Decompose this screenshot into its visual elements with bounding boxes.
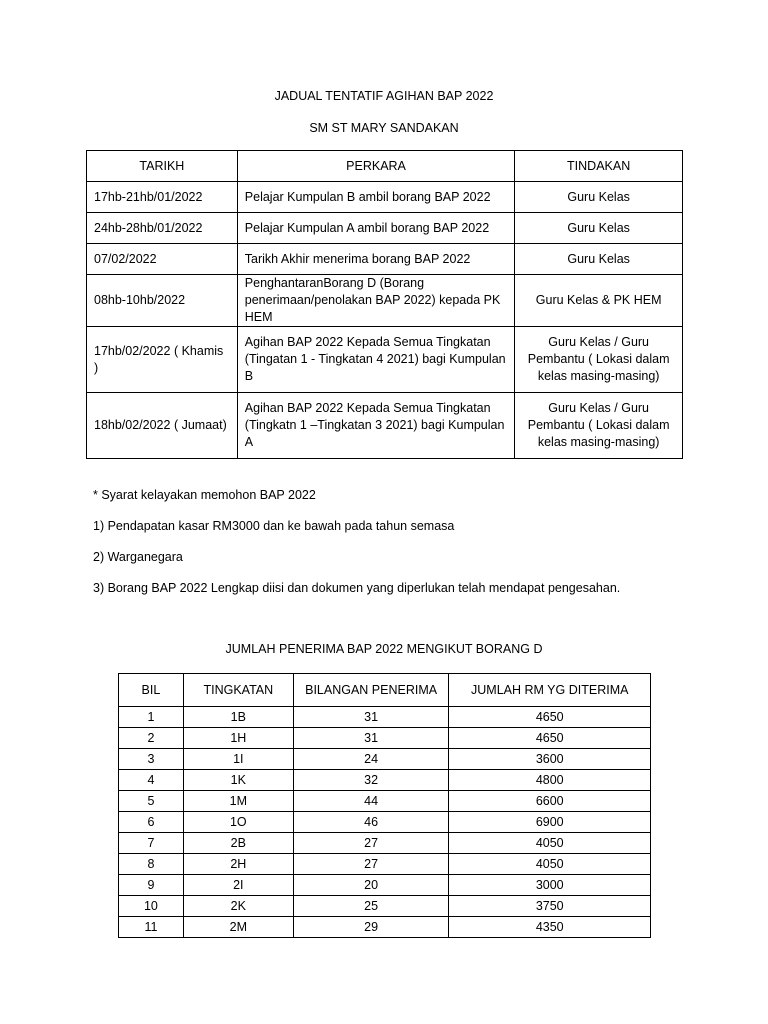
recipients-header-bilangan: BILANGAN PENERIMA [293, 674, 449, 707]
schedule-date: 24hb-28hb/01/2022 [87, 213, 238, 244]
recipients-bilangan: 27 [293, 854, 449, 875]
schedule-action: Guru Kelas & PK HEM [515, 275, 683, 327]
recipients-jumlah: 4050 [449, 833, 651, 854]
recipients-bilangan: 25 [293, 896, 449, 917]
schedule-row [87, 244, 683, 275]
schedule-header-item: PERKARA [237, 151, 515, 182]
schedule-item: PenghantaranBorang D (Borang penerimaan/penolakan BAP 2022) kepada PK HEM [237, 275, 515, 327]
recipients-bilangan: 27 [293, 833, 449, 854]
schedule-action: Guru Kelas [515, 182, 683, 213]
schedule-header-row [87, 151, 683, 182]
recipients-jumlah: 6600 [449, 791, 651, 812]
schedule-action: Guru Kelas [515, 244, 683, 275]
schedule-table [86, 150, 683, 459]
schedule-date: 07/02/2022 [87, 244, 238, 275]
schedule-date: 18hb/02/2022 ( Jumaat) [87, 393, 238, 459]
recipients-bil: 2 [119, 728, 184, 749]
recipients-bilangan: 29 [293, 917, 449, 938]
schedule-item: Pelajar Kumpulan B ambil borang BAP 2022 [237, 182, 515, 213]
recipients-bil: 10 [119, 896, 184, 917]
schedule-item: Agihan BAP 2022 Kepada Semua Tingkatan (Tingkatn 1 –Tingkatan 3 2021) bagi Kumpulan A [237, 393, 515, 459]
recipients-jumlah: 4650 [449, 707, 651, 728]
table-row [119, 917, 651, 938]
recipients-table [118, 673, 651, 938]
recipients-header-row [119, 674, 651, 707]
table-row [119, 770, 651, 791]
recipients-tingkatan: 1K [183, 770, 293, 791]
recipients-bilangan: 24 [293, 749, 449, 770]
schedule-header-action: TINDAKAN [515, 151, 683, 182]
recipients-tingkatan: 2I [183, 875, 293, 896]
table-row [119, 854, 651, 875]
eligibility-heading: * Syarat kelayakan memohon BAP 2022 [93, 488, 316, 502]
eligibility-item: 2) Warganegara [93, 550, 183, 564]
recipients-header-tingkatan: TINGKATAN [183, 674, 293, 707]
schedule-row [87, 275, 683, 327]
recipients-bilangan: 20 [293, 875, 449, 896]
table-row [119, 896, 651, 917]
recipients-bilangan: 31 [293, 728, 449, 749]
recipients-jumlah: 4350 [449, 917, 651, 938]
recipients-jumlah: 4800 [449, 770, 651, 791]
recipients-jumlah: 3600 [449, 749, 651, 770]
schedule-item: Tarikh Akhir menerima borang BAP 2022 [237, 244, 515, 275]
eligibility-item: 3) Borang BAP 2022 Lengkap diisi dan dokumen yang diperlukan telah mendapat pengesahan. [93, 581, 621, 595]
recipients-bil: 11 [119, 917, 184, 938]
schedule-date: 17hb-21hb/01/2022 [87, 182, 238, 213]
schedule-row [87, 213, 683, 244]
recipients-bil: 3 [119, 749, 184, 770]
schedule-row [87, 393, 683, 459]
table-row [119, 728, 651, 749]
recipients-tingkatan: 1M [183, 791, 293, 812]
table-row [119, 875, 651, 896]
recipients-tingkatan: 2H [183, 854, 293, 875]
recipients-tingkatan: 2M [183, 917, 293, 938]
schedule-item: Pelajar Kumpulan A ambil borang BAP 2022 [237, 213, 515, 244]
recipients-bil: 7 [119, 833, 184, 854]
recipients-bilangan: 44 [293, 791, 449, 812]
recipients-bilangan: 31 [293, 707, 449, 728]
school-name: SM ST MARY SANDAKAN [309, 121, 459, 135]
recipients-bilangan: 32 [293, 770, 449, 791]
schedule-date: 17hb/02/2022 ( Khamis ) [87, 327, 238, 393]
schedule-action: Guru Kelas [515, 213, 683, 244]
recipients-bil: 9 [119, 875, 184, 896]
recipients-jumlah: 4650 [449, 728, 651, 749]
recipients-tingkatan: 1O [183, 812, 293, 833]
recipients-bil: 8 [119, 854, 184, 875]
summary-title: JUMLAH PENERIMA BAP 2022 MENGIKUT BORANG D [225, 642, 543, 656]
recipients-jumlah: 3000 [449, 875, 651, 896]
recipients-bil: 6 [119, 812, 184, 833]
recipients-bil: 5 [119, 791, 184, 812]
recipients-tingkatan: 1I [183, 749, 293, 770]
table-row [119, 749, 651, 770]
recipients-tingkatan: 1H [183, 728, 293, 749]
table-row [119, 707, 651, 728]
recipients-jumlah: 3750 [449, 896, 651, 917]
table-row [119, 833, 651, 854]
recipients-bil: 4 [119, 770, 184, 791]
recipients-jumlah: 6900 [449, 812, 651, 833]
schedule-row [87, 182, 683, 213]
table-row [119, 812, 651, 833]
recipients-tingkatan: 2B [183, 833, 293, 854]
recipients-jumlah: 4050 [449, 854, 651, 875]
schedule-action: Guru Kelas / Guru Pembantu ( Lokasi dalam kelas masing-masing) [515, 393, 683, 459]
table-row [119, 791, 651, 812]
recipients-tingkatan: 2K [183, 896, 293, 917]
document-title: JADUAL TENTATIF AGIHAN BAP 2022 [274, 89, 494, 103]
recipients-bil: 1 [119, 707, 184, 728]
schedule-action: Guru Kelas / Guru Pembantu ( Lokasi dalam kelas masing-masing) [515, 327, 683, 393]
eligibility-item: 1) Pendapatan kasar RM3000 dan ke bawah pada tahun semasa [93, 519, 455, 533]
recipients-header-bil: BIL [119, 674, 184, 707]
schedule-item: Agihan BAP 2022 Kepada Semua Tingkatan (Tingatan 1 - Tingkatan 4 2021) bagi Kumpulan B [237, 327, 515, 393]
recipients-header-jumlah: JUMLAH RM YG DITERIMA [449, 674, 651, 707]
recipients-bilangan: 46 [293, 812, 449, 833]
schedule-header-date: TARIKH [87, 151, 238, 182]
schedule-row [87, 327, 683, 393]
schedule-date: 08hb-10hb/2022 [87, 275, 238, 327]
recipients-tingkatan: 1B [183, 707, 293, 728]
